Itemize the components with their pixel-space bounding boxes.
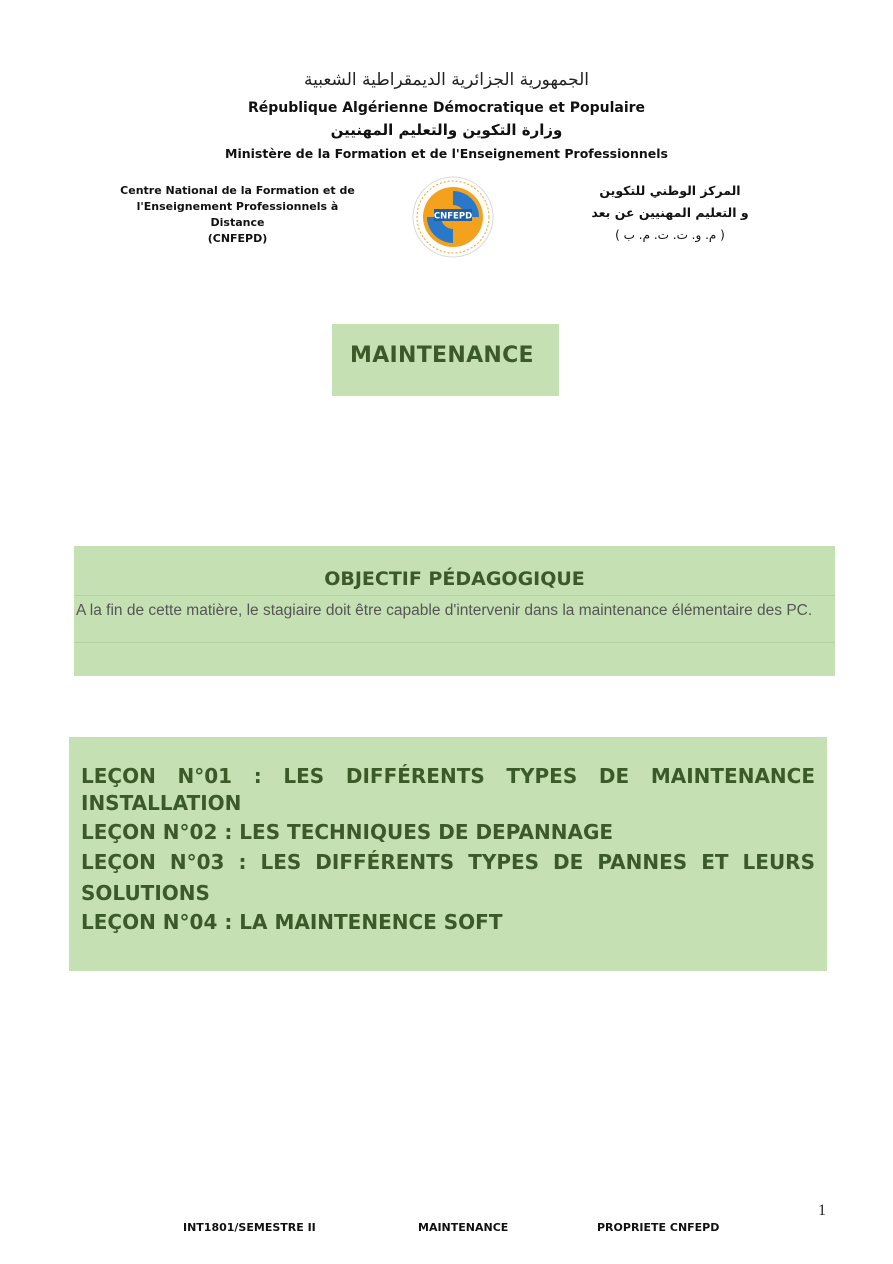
lesson-item: LEÇON N°01 : LES DIFFÉRENTS TYPES DE MAINTENANCE INSTALLATION [81, 764, 815, 815]
objective-rule [74, 642, 835, 643]
page-number: 1 [818, 1202, 826, 1219]
objective-box [74, 546, 835, 676]
lesson-item: LEÇON N°04 : LA MAINTENENCE SOFT [81, 910, 503, 934]
header-french-republic: République Algérienne Démocratique et Populaire [247, 100, 646, 116]
cnfepd-logo [412, 176, 494, 258]
centre-fr-line-1: Centre National de la Formation et de [120, 184, 355, 197]
centre-fr-line-2: l'Enseignement Professionnels à Distance [136, 200, 339, 229]
header-arabic-ministry: وزارة التكوين والتعليم المهنيين [330, 121, 563, 139]
footer-ownership: PROPRIETE CNFEPD [597, 1221, 720, 1234]
centre-name-arabic [545, 180, 795, 246]
centre-ar-line-3: ( م. و. ت. ت. م. ب ) [615, 228, 725, 242]
objective-rule [74, 595, 835, 596]
centre-ar-line-2: و التعليم المهنيين عن بعد [591, 205, 749, 220]
header-french-ministry: Ministère de la Formation et de l'Enseignement Professionnels [225, 146, 668, 161]
header-arabic-republic: الجمهورية الجزائرية الديمقراطية الشعبية [303, 70, 590, 90]
footer-subject: MAINTENANCE [418, 1221, 509, 1234]
centre-ar-line-1: المركز الوطني للتكوين [599, 183, 741, 198]
centre-name-french [110, 183, 365, 247]
objective-text: A la fin de cette matière, le stagiaire doit être capable d'intervenir dans la maintenance élémentaire des PC. [76, 602, 813, 619]
centre-fr-line-3: (CNFEPD) [207, 232, 268, 245]
logo-text: CNFEPD [433, 211, 473, 222]
lesson-item: LEÇON N°03 : LES DIFFÉRENTS TYPES DE PANNES ET LEURS SOLUTIONS [81, 850, 815, 905]
title-box [332, 324, 559, 396]
lessons-box [69, 737, 827, 971]
page-title: MAINTENANCE [350, 343, 534, 368]
footer-course-code: INT1801/SEMESTRE II [183, 1221, 316, 1234]
lesson-item: LEÇON N°02 : LES TECHNIQUES DE DEPANNAGE [81, 820, 614, 844]
objective-heading: OBJECTIF PÉDAGOGIQUE [324, 568, 585, 590]
